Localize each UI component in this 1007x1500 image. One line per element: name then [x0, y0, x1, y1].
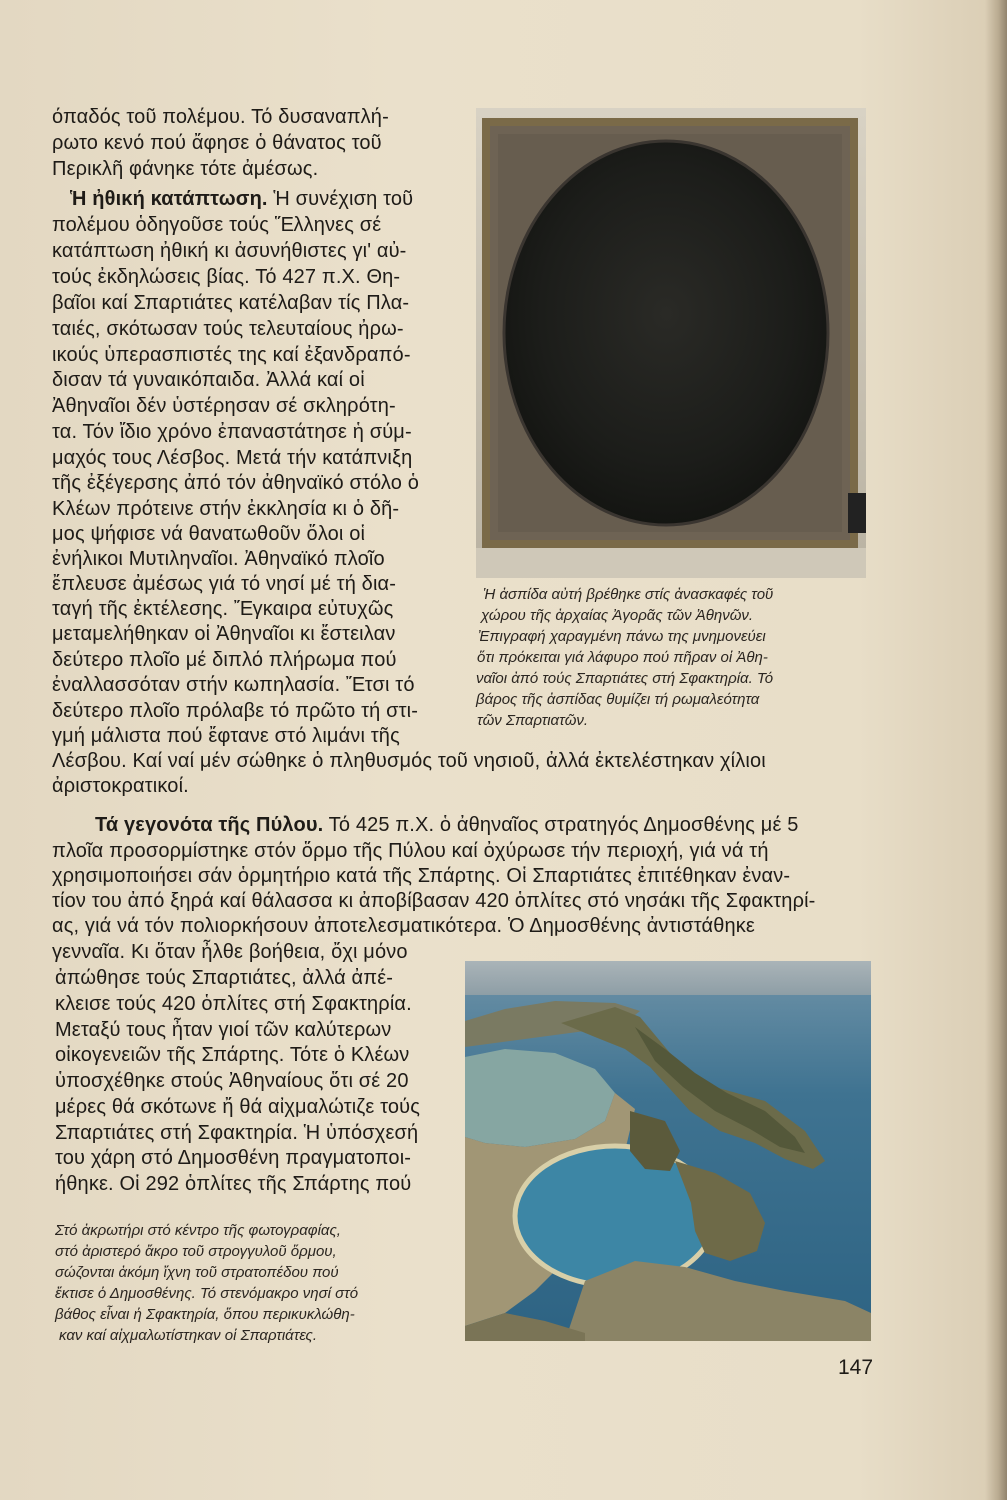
- column-line: όπαδός τοῦ πολέμου. Τό δυσαναπλή-: [52, 106, 389, 128]
- paragraph-line: ταγή τῆς ἐκτέλεσης. Ἔγκαιρα εὐτυχῶς: [52, 598, 394, 620]
- paragraph-line: ήθηκε. Οἱ 292 ὁπλίτες τῆς Σπάρτης πού: [55, 1173, 412, 1195]
- paragraph-line: ἔπλευσε ἀμέσως γιά τό νησί μέ τή δια-: [52, 573, 397, 595]
- paragraph-line: μαχός τους Λέσβος. Μετά τήν κατάπνιξη: [52, 447, 413, 469]
- paragraph-line: μεταμελήθηκαν οἱ Ἀθηναῖοι κι ἔστειλαν: [52, 623, 396, 645]
- paragraph-line: μος ψήφισε νά θανατωθοῦν ὅλοι οἱ: [52, 523, 366, 545]
- caption-line: χώρου τῆς ἀρχαίας Ἀγορᾶς τῶν Ἀθηνῶν.: [481, 607, 754, 624]
- paragraph-line: δισαν τά γυναικόπαιδα. Ἀλλά καί οἱ: [52, 369, 365, 391]
- paragraph-line: τῆς ἐξέγερσης ἀπό τόν ἀθηναϊκό στόλο ὁ: [52, 472, 420, 494]
- paragraph-line: Λέσβου. Καί ναί μέν σώθηκε ὁ πληθυσμός τοῦ νησιοῦ, ἀλλά ἐκτελέστηκαν χίλιοι: [52, 750, 766, 772]
- paragraph-text: Τό 425 π.Χ. ὁ ἀθηναῖος στρατηγός Δημοσθένης μέ 5: [323, 814, 799, 836]
- paragraph-line: βαῖοι καί Σπαρτιάτες κατέλαβαν τίς Πλα-: [52, 292, 410, 314]
- paragraph-line: μέρες θά σκότωνε ἤ θά αἰχμαλώτιζε τούς: [55, 1096, 421, 1118]
- caption-line: στό ἀριστερό ἄκρο τοῦ στρογγυλοῦ ὅρμου,: [55, 1243, 337, 1260]
- page-number: 147: [838, 1356, 874, 1379]
- section-heading-pylos: Τά γεγονότα τῆς Πύλου.: [95, 814, 324, 836]
- paragraph-line: δεύτερο πλοῖο πρόλαβε τό πρῶτο τή στι-: [52, 700, 419, 722]
- shield-photo-image: [476, 108, 866, 578]
- paragraph-line: πλοῖα προσορμίστηκε στόν ὅρμο τῆς Πύλου καί ὀχύρωσε τήν περιοχή, γιά νά τή: [52, 840, 769, 862]
- paragraph-line: γμή μάλιστα πού ἔφτανε στό λιμάνι τῆς: [52, 725, 400, 747]
- paragraph-text: Ἡ συνέχιση τοῦ: [267, 188, 414, 210]
- shield-photo: [476, 108, 866, 578]
- section-heading-line: [70, 187, 413, 211]
- paragraph-line: τίον του ἀπό ξηρά καί θάλασσα κι ἀποβίβασαν 420 ὁπλίτες στό νησάκι τῆς Σφακτηρί-: [52, 890, 816, 912]
- caption-line: καν καί αἰχμαλωτίστηκαν οἱ Σπαρτιάτες.: [59, 1327, 317, 1344]
- paragraph-line: τα. Τόν ἴδιο χρόνο ἐπαναστάτησε ἡ σύμ-: [52, 421, 412, 443]
- paragraph-line: γενναῖα. Κι ὅταν ἦλθε βοήθεια, ὄχι μόνο: [52, 941, 408, 963]
- caption-line: Ἡ ἀσπίδα αὐτή βρέθηκε στίς ἀνασκαφές τοῦ: [483, 586, 774, 603]
- section-heading-moral-decline: Ἡ ἠθική κατάπτωση.: [70, 188, 268, 210]
- paragraph-line: Σπαρτιάτες στή Σφακτηρία. Ἡ ὑπόσχεσή: [55, 1122, 419, 1144]
- paragraph-line: ικούς ὑπερασπιστές της καί ἐξανδραπό-: [52, 344, 411, 366]
- caption-line: σώζονται ἀκόμη ἴχνη τοῦ στρατοπέδου πού: [55, 1264, 339, 1281]
- paragraph-line: ἐναλλασσόταν στήν κωπηλασία. Ἔτσι τό: [52, 674, 415, 696]
- paragraph-line: ὑποσχέθηκε στούς Ἀθηναίους ὅτι σέ 20: [55, 1070, 409, 1092]
- paragraph-line: κατάπτωση ἠθική κι ἀσυνήθιστες γι' αὐ-: [52, 240, 407, 262]
- column-line: ρωτο κενό πού ἄφησε ὁ θάνατος τοῦ: [52, 132, 382, 154]
- paragraph-line: τούς ἐκδηλώσεις βίας. Τό 427 π.Χ. Θη-: [52, 266, 401, 288]
- pylos-aerial-photo: [465, 961, 871, 1341]
- caption-line: βάρος τῆς ἀσπίδας θυμίζει τή ρωμαλεότητα: [476, 691, 760, 708]
- paragraph-line: ἐνήλικοι Μυτιληναῖοι. Ἀθηναϊκό πλοῖο: [52, 548, 385, 570]
- paragraph-line: ἀριστοκρατικοί.: [52, 775, 189, 797]
- section-heading-line: [95, 813, 799, 837]
- paragraph-line: οἰκογενειῶν τῆς Σπάρτης. Τότε ὁ Κλέων: [55, 1044, 410, 1066]
- page-binding-shadow: [985, 0, 1007, 1500]
- caption-line: ὅτι πρόκειται γιά λάφυρο πού πῆραν οἱ Ἀθη-: [477, 649, 768, 666]
- caption-line: ναῖοι ἀπό τούς Σπαρτιάτες στή Σφακτηρία. Τό: [476, 670, 774, 687]
- caption-line: βάθος εἶναι ἡ Σφακτηρία, ὅπου περικυκλώθη-: [55, 1306, 355, 1323]
- pylos-aerial-photo-image: [465, 961, 871, 1341]
- caption-line: τῶν Σπαρτιατῶν.: [477, 712, 589, 729]
- paragraph-line: ας, γιά νά τόν πολιορκήσουν ἀποτελεσματικότερα. Ὁ Δημοσθένης ἀντιστάθηκε: [52, 915, 755, 937]
- caption-line: Στό ἀκρωτήρι στό κέντρο τῆς φωτογραφίας,: [55, 1222, 341, 1239]
- paragraph-line: ἀπώθησε τούς Σπαρτιάτες, ἀλλά ἀπέ-: [55, 967, 394, 989]
- paragraph-line: κλεισε τούς 420 ὁπλίτες στή Σφακτηρία.: [55, 993, 412, 1015]
- caption-line: ἔκτισε ὁ Δημοσθένης. Τό στενόμακρο νησί στό: [55, 1285, 359, 1302]
- caption-line: Ἐπιγραφή χαραγμένη πάνω της μνημονεύει: [478, 628, 766, 645]
- paragraph-line: Μεταξύ τους ἦταν γιοί τῶν καλύτερων: [55, 1019, 392, 1041]
- paragraph-line: του χάρη στό Δημοσθένη πραγματοποι-: [55, 1147, 412, 1169]
- paragraph-line: χρησιμοποιήσει σάν ὁρμητήριο κατά τῆς Σπάρτης. Οἱ Σπαρτιάτες ἐπιτέθηκαν ἐναν-: [52, 865, 791, 887]
- paragraph-line: δεύτερο πλοῖο μέ διπλό πλήρωμα πού: [52, 649, 397, 671]
- paragraph-line: Ἀθηναῖοι δέν ὑστέρησαν σέ σκληρότη-: [52, 395, 396, 417]
- paragraph-line: ταιές, σκότωσαν τούς τελευταίους ἠρω-: [52, 318, 404, 340]
- paragraph-line: Κλέων πρότεινε στήν ἐκκλησία κι ὁ δῆ-: [52, 498, 400, 520]
- column-line: Περικλῆ φάνηκε τότε ἀμέσως.: [52, 158, 319, 180]
- paragraph-line: πολέμου ὁδηγοῦσε τούς Ἕλληνες σέ: [52, 214, 382, 236]
